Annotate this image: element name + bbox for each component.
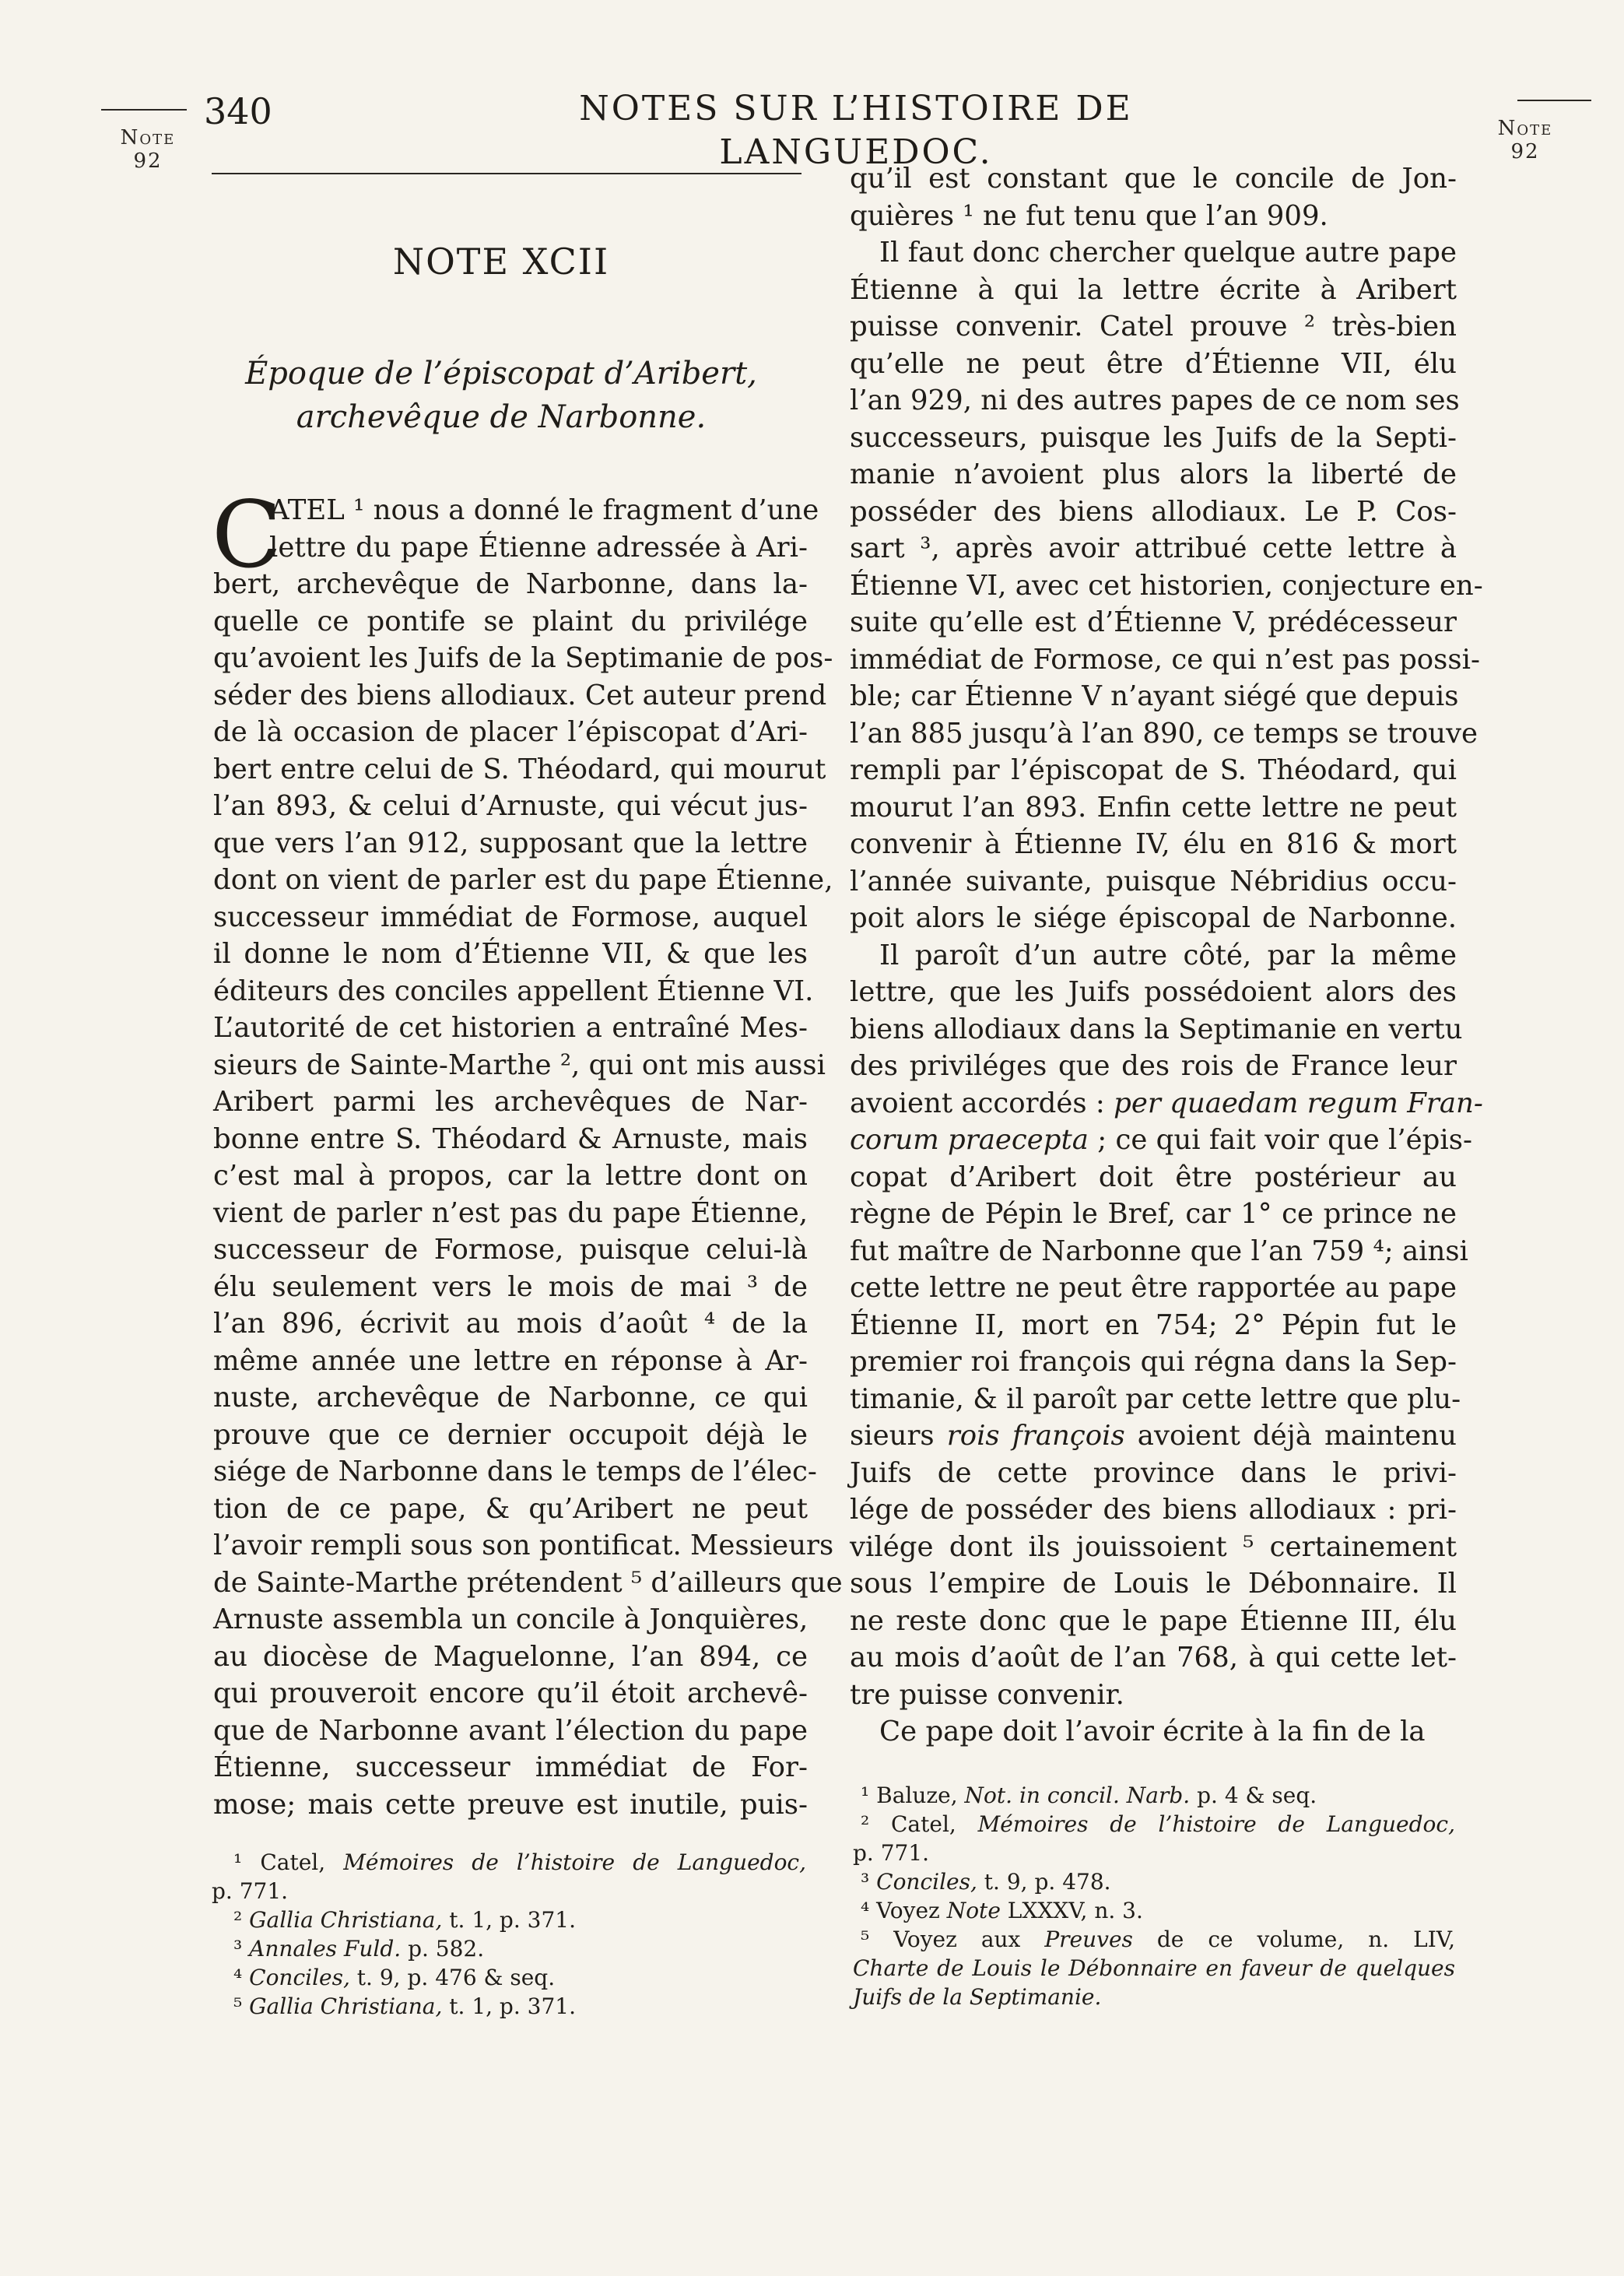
body-line: que de Narbonne avant l’élection du pape [213, 1714, 808, 1747]
body-line: bonne entre S. Théodard & Arnuste, mais [213, 1122, 808, 1155]
body-line: rempli par l’épiscopat de S. Théodard, qui [850, 754, 1457, 786]
left-margin-note-word: Note [120, 126, 176, 149]
body-line: quières ¹ ne fut tenu que l’an 909. [850, 199, 1328, 232]
footnote: ⁵ Voyez aux Preuves de ce volume, n. LIV, [861, 1927, 1455, 1952]
body-line: poit alors le siége épiscopal de Narbonne. [850, 902, 1457, 934]
body-line: biens allodiaux dans la Septimanie en vertu [850, 1013, 1463, 1045]
body-line: timanie, & il paroît par cette lettre que plu- [850, 1382, 1461, 1415]
body-line: tion de ce pape, & qu’Aribert ne peut [213, 1492, 808, 1525]
body-line: cette lettre ne peut être rapportée au pape [850, 1272, 1457, 1304]
body-line: lége de posséder des biens allodiaux : pri- [850, 1494, 1457, 1526]
body-line: que vers l’an 912, supposant que la lettre [213, 827, 808, 859]
body-line: copat d’Aribert doit être postérieur au [850, 1161, 1457, 1193]
footnote: ¹ Baluze, Not. in concil. Narb. p. 4 & seq. [861, 1783, 1317, 1808]
body-line: quelle ce pontife se plaint du privilége [213, 605, 808, 637]
body-line: ble; car Étienne V n’ayant siégé que depuis [850, 680, 1459, 712]
body-line: qu’il est constant que le concile de Jon- [850, 163, 1457, 195]
footnote: p. 771. [853, 1840, 930, 1866]
body-line: successeur de Formose, puisque celui-là [213, 1234, 808, 1266]
body-line: suite qu’elle est d’Étienne V, prédécesseur [850, 606, 1457, 638]
body-line: bert entre celui de S. Théodard, qui mourut [213, 753, 826, 785]
body-line: élu seulement vers le mois de mai ³ de [213, 1270, 808, 1303]
right-footnotes [853, 1781, 1455, 2011]
note-subtitle-line-1: Époque de l’épiscopat d’Aribert, [245, 356, 757, 392]
right-margin-note-tag [1482, 117, 1568, 163]
body-line: lettre du pape Étienne adressée à Ari- [269, 531, 808, 564]
body-line: l’an 893, & celui d’Arnuste, qui vécut jus- [213, 790, 808, 822]
body-line: sieurs rois françois avoient déjà maintenu [850, 1420, 1457, 1452]
body-line: qu’elle ne peut être d’Étienne VII, élu [850, 347, 1457, 380]
body-line: manie n’avoient plus alors la liberté de [850, 458, 1457, 490]
body-line: convenir à Étienne IV, élu en 816 & mort [850, 828, 1457, 860]
body-line: Étienne VI, avec cet historien, conjecture en- [850, 569, 1483, 602]
body-line: Aribert parmi les archevêques de Nar- [213, 1086, 808, 1118]
body-line: Étienne, successeur immédiat de For- [213, 1751, 808, 1783]
body-line: mose; mais cette preuve est inutile, puis- [213, 1788, 808, 1821]
footnote: ¹ Catel, Mémoires de l’histoire de Languedoc, [233, 1849, 807, 1875]
body-line: corum praecepta ; ce qui fait voir que l’épis- [850, 1124, 1472, 1156]
body-line: immédiat de Formose, ce qui n’est pas possi- [850, 643, 1480, 676]
body-line: Juifs de cette province dans le privi- [850, 1456, 1457, 1489]
body-line: lettre, que les Juifs possédoient alors des [850, 976, 1457, 1008]
body-line: qu’avoient les Juifs de la Septimanie de pos- [213, 642, 833, 674]
left-margin-note-number: 92 [133, 149, 163, 173]
body-line: au mois d’août de l’an 768, à qui cette let- [850, 1642, 1457, 1674]
body-line: bert, archevêque de Narbonne, dans la- [213, 568, 808, 600]
footnote: ² Catel, Mémoires de l’histoire de Languedoc, [861, 1811, 1455, 1837]
body-line: éditeurs des conciles appellent Étienne VI. [213, 975, 814, 1007]
drop-cap: C [212, 481, 282, 588]
footnote: ² Gallia Christiana, t. 1, p. 371. [233, 1907, 577, 1933]
body-line: successeurs, puisque les Juifs de la Septi- [850, 421, 1457, 454]
body-line: premier roi françois qui régna dans la Sep- [850, 1346, 1457, 1378]
note-subtitle-line-2: archevêque de Narbonne. [296, 399, 707, 435]
body-line: séder des biens allodiaux. Cet auteur prend [213, 679, 827, 711]
body-line: Étienne II, mort en 754; 2° Pépin fut le [850, 1308, 1457, 1341]
body-line: au diocèse de Maguelonne, l’an 894, ce [213, 1640, 808, 1673]
body-line: successeur immédiat de Formose, auquel [213, 901, 808, 933]
right-margin-note-word: Note [1497, 117, 1553, 140]
right-margin-rule [1517, 100, 1591, 101]
page-number: 340 [204, 90, 272, 132]
body-line: même année une lettre en réponse à Ar- [213, 1344, 808, 1377]
body-line: des priviléges que des rois de France leur [850, 1050, 1457, 1082]
body-line: L’autorité de cet historien a entraîné Mes- [213, 1012, 808, 1044]
footnote: ⁴ Conciles, t. 9, p. 476 & seq. [233, 1965, 556, 1990]
body-line: l’an 896, écrivit au mois d’août ⁴ de la [213, 1308, 808, 1340]
body-line: l’avoir rempli sous son pontificat. Messieurs [213, 1530, 834, 1561]
body-line: il donne le nom d’Étienne VII, & que les [213, 938, 808, 970]
footnote: ³ Annales Fuld. p. 582. [233, 1936, 485, 1962]
header-rule [212, 173, 801, 174]
footnote: ⁴ Voyez Note LXXXV, n. 3. [861, 1898, 1143, 1923]
left-margin-note-tag [109, 126, 187, 173]
body-line: siége de Narbonne dans le temps de l’élec- [213, 1456, 817, 1487]
body-line: avoient accordés : per quaedam regum Fran- [850, 1087, 1483, 1119]
body-line: Il paroît d’un autre côté, par la même [879, 939, 1457, 971]
body-line: l’an 885 jusqu’à l’an 890, ce temps se trouve [850, 717, 1478, 750]
body-line: vient de parler n’est pas du pape Étienne, [213, 1196, 808, 1229]
right-margin-note-number: 92 [1510, 140, 1540, 163]
body-line: l’année suivante, puisque Nébridius occu- [850, 865, 1457, 897]
body-line: posséder des biens allodiaux. Le P. Cos- [850, 495, 1457, 528]
body-line: sous l’empire de Louis le Débonnaire. Il [850, 1568, 1457, 1600]
footnote: Juifs de la Septimanie. [853, 1984, 1102, 2010]
running-title: NOTES SUR L’HISTOIRE DE LANGUEDOC. [579, 89, 1133, 172]
body-line: de là occasion de placer l’épiscopat d’Ari- [213, 716, 808, 748]
right-column-body [850, 160, 1483, 1751]
body-line: ne reste donc que le pape Étienne III, élu [850, 1604, 1457, 1637]
body-line: Il faut donc chercher quelque autre pape [879, 237, 1457, 269]
body-line: puisse convenir. Catel prouve ² très-bien [850, 311, 1457, 342]
left-column-body [212, 481, 843, 1823]
body-line: qui prouveroit encore qu’il étoit archevê- [213, 1677, 808, 1709]
body-line: Étienne à qui la lettre écrite à Aribert [850, 273, 1457, 306]
body-line: fut maître de Narbonne que l’an 759 ⁴; ainsi [850, 1235, 1468, 1267]
body-line: tre puisse convenir. [850, 1678, 1124, 1711]
body-line: ATEL ¹ nous a donné le fragment d’une [269, 494, 819, 526]
footnote: ³ Conciles, t. 9, p. 478. [861, 1869, 1111, 1895]
body-line: l’an 929, ni des autres papes de ce nom ses [850, 385, 1460, 416]
body-line: dont on vient de parler est du pape Étienne, [213, 864, 833, 896]
body-line: Ce pape doit l’avoir écrite à la fin de la [879, 1716, 1426, 1747]
footnote: p. 771. [212, 1878, 289, 1904]
body-line: vilége dont ils jouissoient ⁵ certainement [850, 1530, 1457, 1563]
note-heading: NOTE XCII [392, 241, 610, 283]
body-line: sieurs de Sainte-Marthe ², qui ont mis aussi [213, 1048, 826, 1081]
footnote: Charte de Louis le Débonnaire en faveur de quelques [853, 1955, 1455, 1981]
body-line: sart ³, après avoir attribué cette lettre à [850, 532, 1457, 564]
body-line: prouve que ce dernier occupoit déjà le [213, 1418, 808, 1451]
left-margin-rule [101, 109, 187, 111]
body-line: règne de Pépin le Bref, car 1° ce prince ne [850, 1198, 1457, 1230]
body-line: mourut l’an 893. Enfin cette lettre ne peut [850, 791, 1457, 824]
body-line: de Sainte-Marthe prétendent ⁵ d’ailleurs que [213, 1566, 843, 1599]
body-line: c’est mal à propos, car la lettre dont on [213, 1160, 808, 1192]
left-footnotes [212, 1848, 807, 2021]
body-line: Arnuste assembla un concile à Jonquières, [213, 1603, 808, 1635]
body-line: nuste, archevêque de Narbonne, ce qui [213, 1382, 808, 1414]
footnote: ⁵ Gallia Christiana, t. 1, p. 371. [233, 1993, 577, 2019]
